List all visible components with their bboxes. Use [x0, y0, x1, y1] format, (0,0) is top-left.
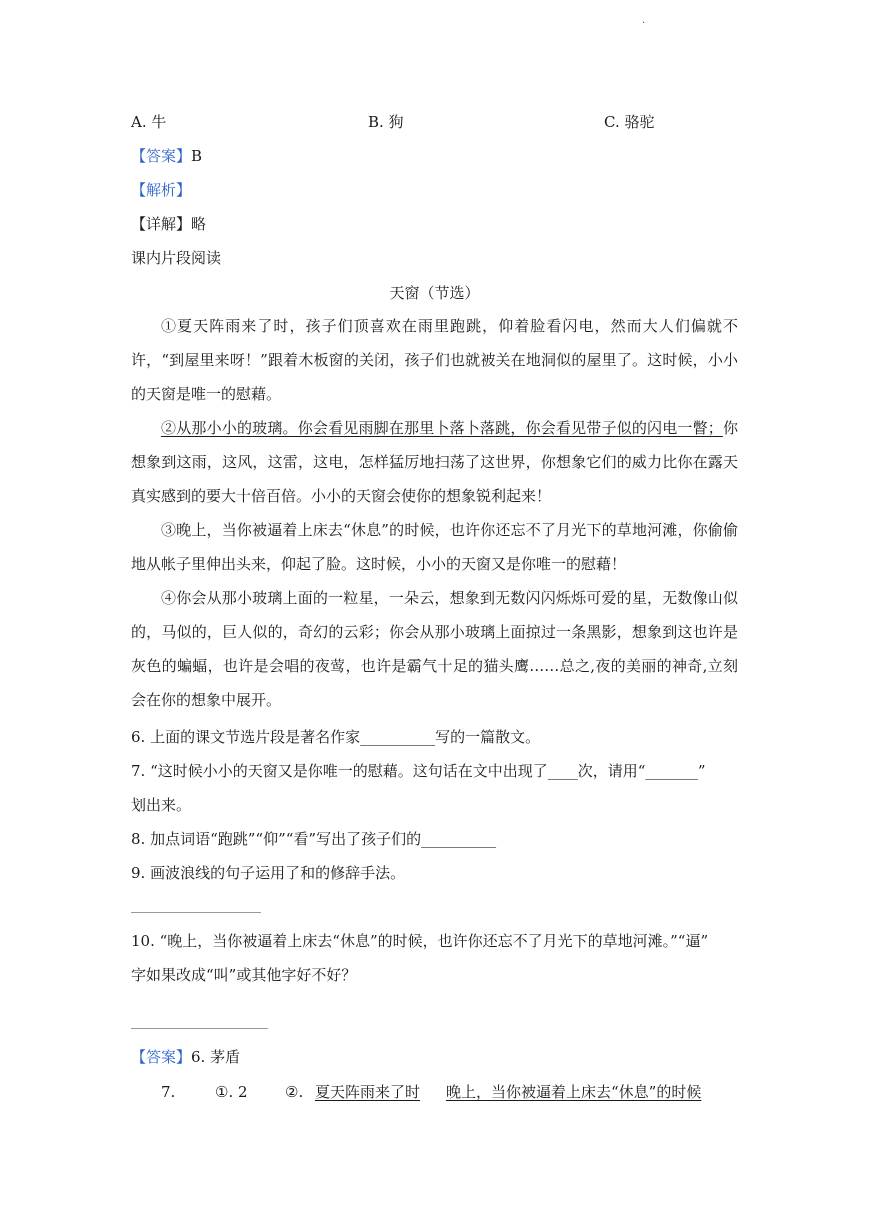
- question-10-line-1: 10. “晚上，当你被逼着上床去“休息”的时候，也许你还忘不了月光下的草地河滩。”“逼”: [131, 932, 709, 950]
- answers-line-6: [131, 1047, 240, 1067]
- passage-paragraph-2-rest: 你想象到这雨，这风，这雷，这电，怎样猛厉地扫荡了这世界，你想象它们的威力比你在露天真实感到的要大十倍百倍。小小的天窗会使你的想象锐利起来！: [131, 419, 738, 505]
- passage-title: 天窗（节选）: [389, 284, 480, 302]
- answer-blank-rule-9: [131, 912, 261, 913]
- header-mark: ·: [642, 18, 646, 29]
- answer-label: 【答案】: [131, 147, 192, 165]
- answer-line: [131, 146, 202, 166]
- analysis-line: [131, 180, 191, 200]
- answer-7-sentence-1: 夏天阵雨来了时: [315, 1083, 421, 1101]
- answer-7-number: 7.: [161, 1083, 176, 1101]
- option-c: C. 骆驼: [604, 113, 655, 131]
- answer-6: 6. 茅盾: [191, 1048, 241, 1066]
- detail-value: 略: [191, 215, 207, 233]
- answer-7-part-2-label: ②.: [285, 1083, 304, 1101]
- answer-value: B: [191, 147, 203, 165]
- question-10-line-2: 字如果改成“叫”或其他字好不好？: [131, 966, 357, 984]
- option-a: A. 牛: [131, 113, 167, 131]
- passage-paragraph-1: ①夏天阵雨来了时，孩子们顶喜欢在雨里跑跳，仰着脸看闪电，然而大人们偏就不许，“到屋里来呀！”跟着木板窗的关闭，孩子们也就被关在地洞似的屋里了。这时候，小小的天窗是唯一的慰藉。: [131, 317, 738, 403]
- detail-label: 【详解】: [131, 215, 192, 233]
- answer-7-sentence-2: 晚上，当你被逼着上床去“休息”的时候: [446, 1083, 702, 1101]
- answers-label: 【答案】: [131, 1048, 192, 1066]
- section-title: 课内片段阅读: [131, 249, 222, 267]
- detail-line: [131, 214, 206, 234]
- question-6: 6. 上面的课文节选片段是著名作家__________写的一篇散文。: [131, 728, 541, 746]
- passage-paragraph-3: ③晚上，当你被逼着上床去“休息”的时候，也许你还忘不了月光下的草地河滩，你偷偷地从帐子里伸出头来，仰起了脸。这时候，小小的天窗又是你唯一的慰藉！: [131, 521, 738, 573]
- question-8: 8. 加点词语“跑跳”“仰”“看”写出了孩子们的__________: [131, 830, 497, 848]
- question-7-line-1: 7. “这时候小小的天窗又是你唯一的慰藉。这句话在文中出现了____次，请用“_______”: [131, 762, 706, 780]
- option-b: B. 狗: [368, 113, 404, 131]
- answer-7-part-1: ①. 2: [215, 1083, 248, 1101]
- passage-paragraph-4: ④你会从那小玻璃上面的一粒星，一朵云，想象到无数闪闪烁烁可爱的星，无数像山似的，马似的，巨人似的，奇幻的云彩；你会从那小玻璃上面掠过一条黑影，想象到这也许是灰色的蝙蝠，也许是会唱的夜莺，也许是霸气十足的猫头鹰……总之,夜的美丽的神奇,立刻会在你的想象中展开。: [131, 589, 738, 709]
- passage-paragraph-2: [131, 411, 738, 513]
- answer-blank-rule-10: [131, 1028, 268, 1029]
- question-7-line-2: 划出来。: [131, 796, 192, 814]
- underlined-sentence: ②从那小小的玻璃。你会看见雨脚在那里卜落卜落跳，你会看见带子似的闪电一瞥；: [161, 419, 723, 437]
- analysis-label: 【解析】: [131, 181, 192, 199]
- question-9: 9. 画波浪线的句子运用了和的修辞手法。: [131, 864, 406, 882]
